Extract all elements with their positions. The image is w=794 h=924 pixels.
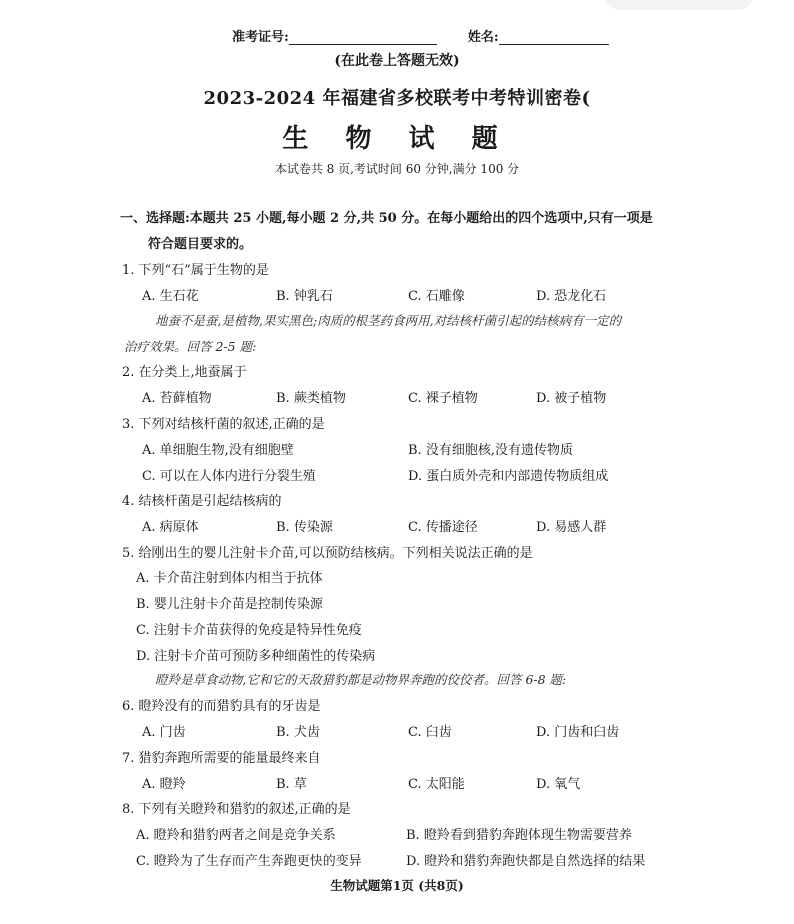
invalid-answer-notice: (在此卷上答题无效) [334,53,460,69]
q4-option-a: A. 病原体 [142,520,199,535]
q7-option-b: B. 草 [276,777,307,792]
q3-option-b: B. 没有细胞核,没有遗传物质 [408,443,573,458]
q1-option-a: A. 生石花 [142,289,199,304]
q3-option-d: D. 蛋白质外壳和内部遗传物质组成 [408,469,609,484]
exam-number-blank [289,30,437,45]
section1-heading: 一、选择题:本题共 25 小题,每小题 2 分,共 50 分。在每小题给出的四个选项中,只有一项是 [120,211,653,226]
q6-option-a: A. 门齿 [142,725,186,740]
q7-option-c: C. 太阳能 [408,777,465,792]
q6-option-b: B. 犬齿 [276,725,320,740]
q8-option-a: A. 瞪羚和猎豹两者之间是竞争关系 [136,828,336,843]
candidate-info-line [232,26,609,45]
section1-heading-cont: 符合题目要求的。 [148,237,253,252]
q5-option-d: D. 注射卡介苗可预防多种细菌性的传染病 [136,649,376,664]
exam-name: 2023-2024 年福建省多校联考中考特训密卷( [203,88,591,109]
q1-stem: 1. 下列“石”属于生物的是 [122,263,269,278]
q5-option-c: C. 注射卡介苗获得的免疫是特异性免疫 [136,623,362,638]
name-label: 姓名: [467,30,499,45]
q7-stem: 7. 猎豹奔跑所需要的能量最终来自 [122,751,321,766]
q1-option-d: D. 恐龙化石 [536,289,607,304]
q4-option-d: D. 易感人群 [536,520,607,535]
q7-option-a: A. 瞪羚 [142,777,186,792]
q2-option-d: D. 被子植物 [536,391,607,406]
q8-option-d: D. 瞪羚和猎豹奔跑快都是自然选择的结果 [406,854,646,869]
q2-option-b: B. 蕨类植物 [276,391,346,406]
page-footer: 生物试题第1页 (共8页) [330,878,464,893]
q2-option-c: C. 裸子植物 [408,391,478,406]
q6-option-c: C. 臼齿 [408,725,452,740]
subject-title: 生 物 试 题 [282,124,512,154]
q8-stem: 8. 下列有关瞪羚和猎豹的叙述,正确的是 [122,802,351,817]
page-corner-shadow [604,0,754,10]
q1-option-b: B. 钟乳石 [276,289,333,304]
q7-option-d: D. 氧气 [536,777,581,792]
q4-stem: 4. 结核杆菌是引起结核病的 [122,494,282,509]
q2-stem: 2. 在分类上,地蚕属于 [122,365,247,380]
q4-option-c: C. 传播途径 [408,520,478,535]
q3-option-a: A. 单细胞生物,没有细胞壁 [142,443,294,458]
q3-option-c: C. 可以在人体内进行分裂生殖 [142,469,316,484]
q4-option-b: B. 传染源 [276,520,333,535]
q8-option-b: B. 瞪羚看到猎豹奔跑体现生物需要营养 [406,828,632,843]
q5-stem: 5. 给刚出生的婴儿注射卡介苗,可以预防结核病。下列相关说法正确的是 [122,546,533,561]
exam-number-label: 准考证号: [232,30,289,45]
passage2-line1: 瞪羚是草食动物,它和它的天敌猎豹都是动物界奔跑的佼佼者。回答 6-8 题: [155,672,567,687]
q1-option-c: C. 石雕像 [408,289,465,304]
q6-option-d: D. 门齿和臼齿 [536,725,620,740]
q5-option-a: A. 卡介苗注射到体内相当于抗体 [136,571,323,586]
q3-stem: 3. 下列对结核杆菌的叙述,正确的是 [122,417,325,432]
q6-stem: 6. 瞪羚没有的而猎豹具有的牙齿是 [122,699,321,714]
q2-option-a: A. 苔藓植物 [142,391,212,406]
q5-option-b: B. 婴儿注射卡介苗是控制传染源 [136,597,323,612]
exam-info: 本试卷共 8 页,考试时间 60 分钟,满分 100 分 [274,162,520,176]
passage1-line1: 地蚕不是蚕,是植物,果实黑色;肉质的根茎药食两用,对结核杆菌引起的结核病有一定的 [155,313,622,328]
q8-option-c: C. 瞪羚为了生存而产生奔跑更快的变异 [136,854,362,869]
passage1-line2: 治疗效果。回答 2-5 题: [124,339,257,354]
name-blank [499,30,609,45]
